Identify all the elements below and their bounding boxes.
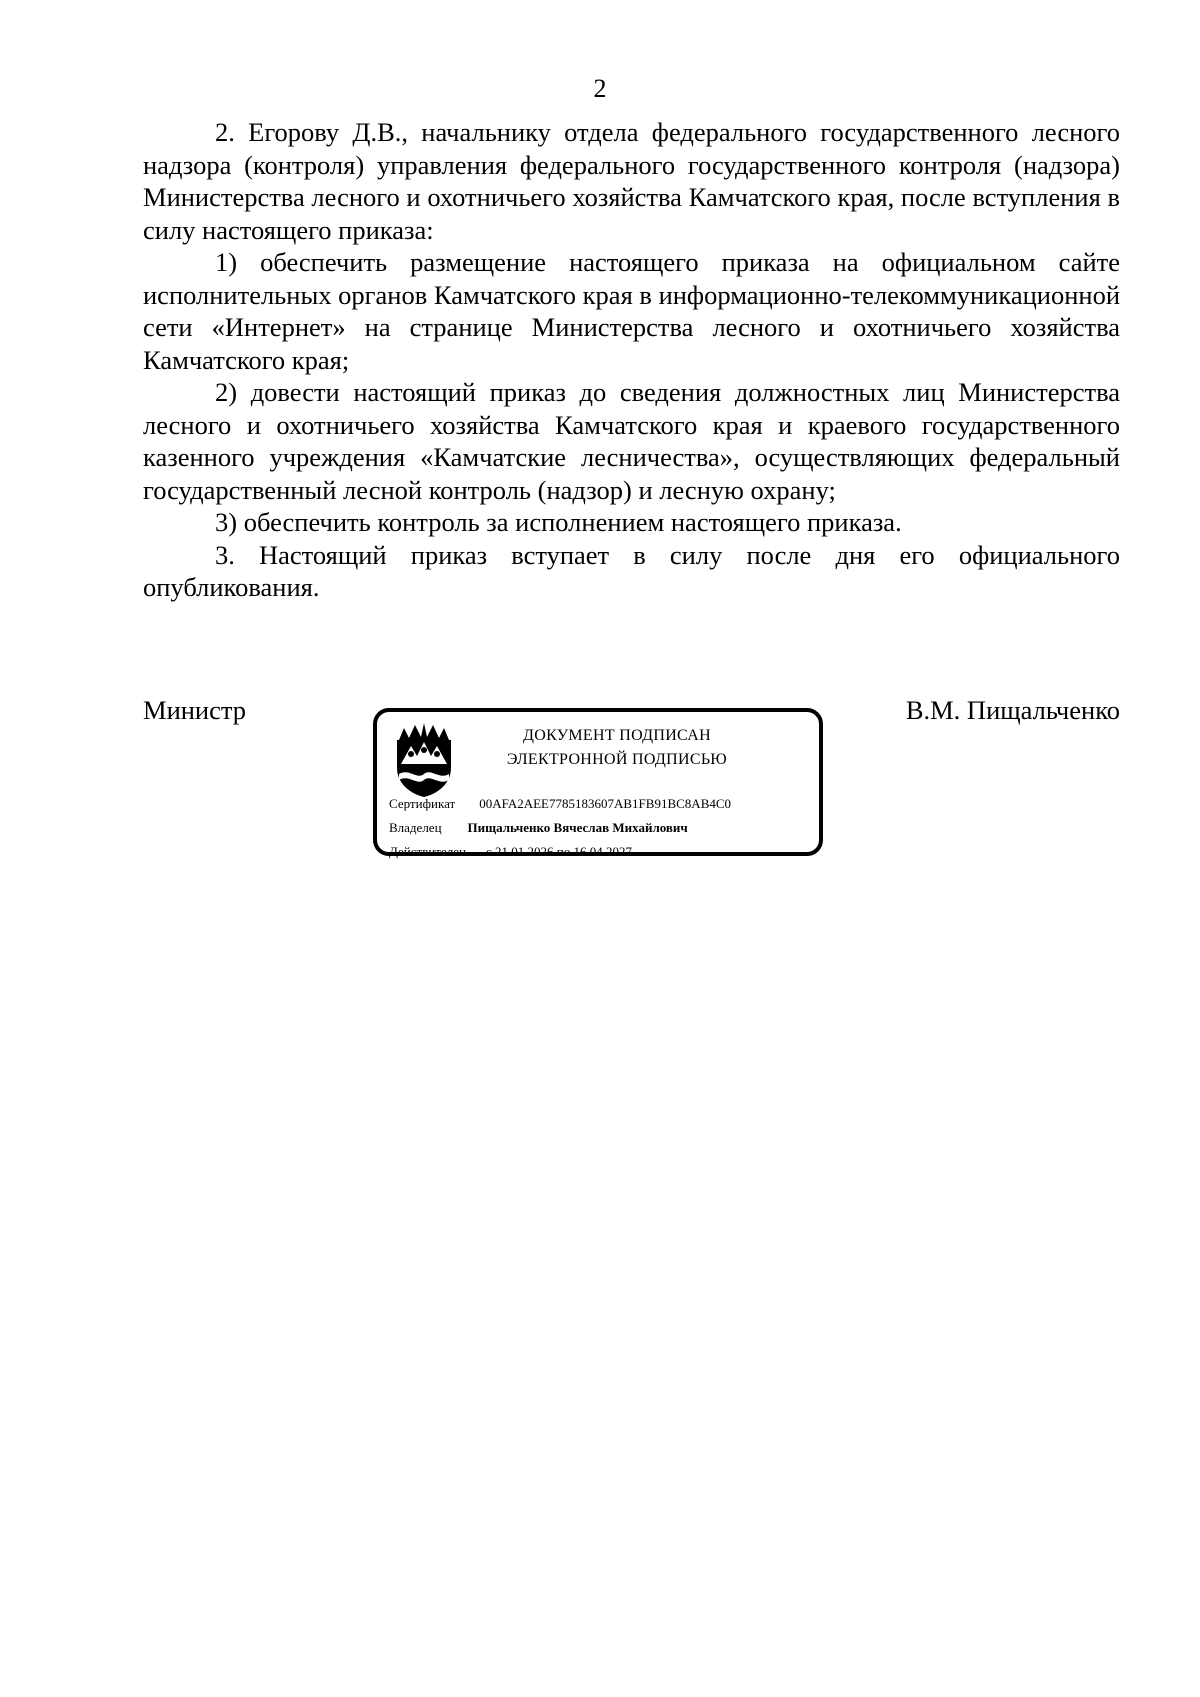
certificate-value: 00AFA2AEE7785183607AB1FB91BC8AB4C0 [479,796,732,811]
signatory-name: В.М. Пищальченко [905,695,1120,725]
owner-label: Владелец [389,820,442,835]
stamp-title [467,724,767,772]
document-body [143,116,1120,604]
stamp-owner-row [389,820,688,836]
signatory-position: Министр [143,695,247,725]
page-number: 2 [593,74,607,103]
paragraph-item-2: 2) довести настоящий приказ до сведения должностных лиц Министерства лесного и охотничьего хозяйства Камчатского края и краевого государственного казенного учреждения «Камчатские лесничества», осуществляющих федеральный государственный лесной контроль (надзор) и лесную охрану; [143,377,1120,505]
certificate-label: Сертификат [389,796,456,811]
stamp-validity-row [389,844,632,860]
paragraph-item-1: 1) обеспечить размещение настоящего приказа на официальном сайте исполнительных органов Камчатского края в информационно-телекоммуникационной сети «Интернет» на странице Министерства лесного и охотничьего хозяйства Камчатского края; [143,247,1120,375]
paragraph-entry-into-force: 3. Настоящий приказ вступает в силу после дня его официального опубликования. [143,539,1120,602]
stamp-title-line-1: ДОКУМЕНТ ПОДПИСАН [523,727,711,744]
kamchatka-coat-of-arms-icon [391,722,457,798]
owner-value: Пищальченко Вячеслав Михайлович [467,820,688,835]
paragraph-responsible-person: 2. Егорову Д.В., начальнику отдела федерального государственного лесного надзора (контроля) управления федерального государственного контроля (надзора) Министерства лесного и охотничьего хозяйства Камчатского края, после вступления в силу настоящего приказа: [143,117,1120,245]
stamp-title-line-2: ЭЛЕКТРОННОЙ ПОДПИСЬЮ [506,751,728,768]
stamp-certificate-row [389,796,731,812]
validity-value: с 21.01.2026 по 16.04.2027 [485,844,632,859]
paragraph-item-3: 3) обеспечить контроль за исполнением настоящего приказа. [215,507,902,537]
signature-block [143,694,1120,874]
validity-label: Действителен [389,844,466,859]
electronic-signature-stamp [373,708,823,859]
